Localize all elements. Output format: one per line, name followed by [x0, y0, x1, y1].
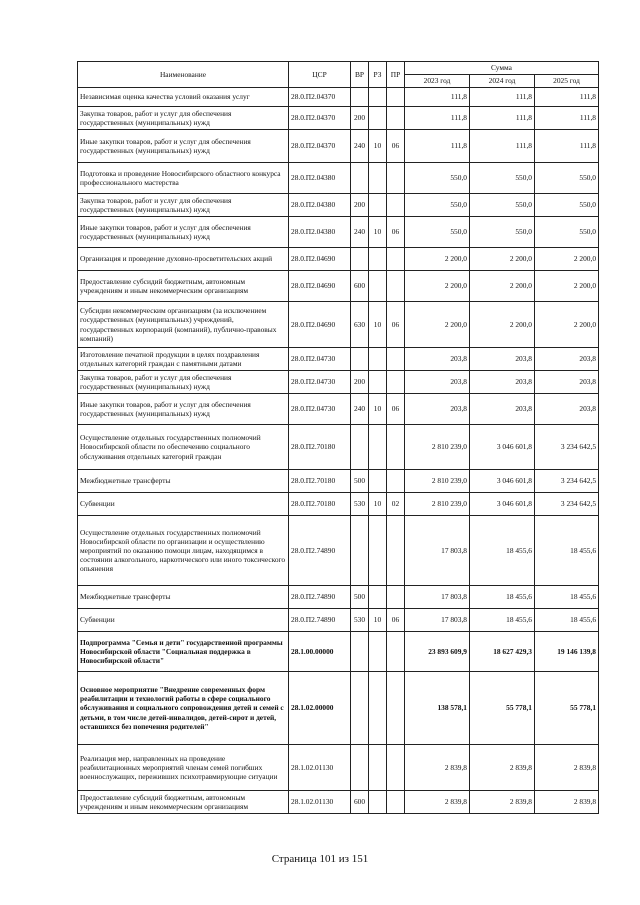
table-row	[78, 425, 599, 470]
row-vr: 530	[351, 609, 369, 632]
row-value-2024: 2 200,0	[470, 271, 535, 302]
table-row	[78, 194, 599, 217]
row-value-2023: 2 810 239,0	[405, 470, 470, 493]
row-name: Закупка товаров, работ и услуг для обеспечения государственных (муниципальных) нужд	[78, 194, 289, 217]
row-pr: 06	[387, 609, 405, 632]
row-vr: 530	[351, 493, 369, 516]
row-value-2025: 203,8	[535, 394, 599, 425]
row-rz	[369, 791, 387, 814]
row-csr: 28.1.02.00000	[289, 672, 351, 745]
row-csr: 28.1.02.01130	[289, 745, 351, 791]
row-rz	[369, 672, 387, 745]
row-csr: 28.0.П2.74890	[289, 586, 351, 609]
row-value-2023: 550,0	[405, 194, 470, 217]
header-name: Наименование	[78, 62, 289, 88]
row-value-2025: 111,8	[535, 107, 599, 130]
row-vr	[351, 425, 369, 470]
row-value-2025: 18 455,6	[535, 609, 599, 632]
row-value-2023: 2 839,8	[405, 791, 470, 814]
table-row	[78, 107, 599, 130]
row-value-2023: 23 893 609,9	[405, 632, 470, 672]
table-row	[78, 371, 599, 394]
row-value-2024: 550,0	[470, 194, 535, 217]
row-pr	[387, 516, 405, 586]
row-value-2025: 2 839,8	[535, 745, 599, 791]
row-value-2023: 2 839,8	[405, 745, 470, 791]
row-value-2025: 19 146 139,8	[535, 632, 599, 672]
row-name: Субсидии некоммерческим организациям (за исключением государственных (муниципальных) учреждений, государственных корпораций (компаний), публично-правовых компаний)	[78, 302, 289, 348]
page-number: Страница 101 из 151	[271, 853, 369, 865]
row-rz	[369, 194, 387, 217]
table-body	[78, 88, 599, 814]
row-value-2024: 3 046 601,8	[470, 470, 535, 493]
row-value-2024: 3 046 601,8	[470, 493, 535, 516]
row-csr: 28.0.П2.04690	[289, 248, 351, 271]
row-value-2025: 2 200,0	[535, 302, 599, 348]
row-csr: 28.0.П2.04690	[289, 302, 351, 348]
row-pr	[387, 745, 405, 791]
header-year-2024: 2024 год	[470, 75, 535, 88]
row-rz	[369, 470, 387, 493]
header-year-2025: 2025 год	[535, 75, 599, 88]
row-pr	[387, 425, 405, 470]
row-name: Предоставление субсидий бюджетным, автономным учреждениям и иным некоммерческим организациям	[78, 791, 289, 814]
row-csr: 28.0.П2.04370	[289, 130, 351, 163]
row-value-2024: 111,8	[470, 88, 535, 107]
row-rz: 10	[369, 302, 387, 348]
row-value-2023: 111,8	[405, 107, 470, 130]
row-value-2024: 55 778,1	[470, 672, 535, 745]
row-value-2023: 17 803,8	[405, 609, 470, 632]
row-pr	[387, 586, 405, 609]
row-value-2024: 203,8	[470, 394, 535, 425]
row-pr	[387, 371, 405, 394]
row-pr: 06	[387, 302, 405, 348]
row-value-2025: 2 839,8	[535, 791, 599, 814]
row-value-2025: 3 234 642,5	[535, 470, 599, 493]
header-sum: Сумма	[405, 62, 599, 75]
row-value-2024: 2 839,8	[470, 745, 535, 791]
row-pr	[387, 194, 405, 217]
table-row	[78, 163, 599, 194]
row-pr	[387, 348, 405, 371]
row-vr: 240	[351, 394, 369, 425]
table-row	[78, 493, 599, 516]
row-value-2023: 550,0	[405, 217, 470, 248]
table-row	[78, 88, 599, 107]
row-vr	[351, 348, 369, 371]
row-value-2025: 55 778,1	[535, 672, 599, 745]
row-name: Осуществление отдельных государственных полномочий Новосибирской области по обеспечению социального обслуживания отдельных категорий граждан	[78, 425, 289, 470]
row-rz	[369, 271, 387, 302]
row-name: Закупка товаров, работ и услуг для обеспечения государственных (муниципальных) нужд	[78, 107, 289, 130]
row-csr: 28.0.П2.70180	[289, 493, 351, 516]
row-vr: 200	[351, 107, 369, 130]
row-vr	[351, 672, 369, 745]
row-rz	[369, 248, 387, 271]
row-value-2025: 203,8	[535, 348, 599, 371]
row-csr: 28.0.П2.04730	[289, 371, 351, 394]
row-name: Подготовка и проведение Новосибирского областного конкурса профессионального мастерства	[78, 163, 289, 194]
row-value-2025: 550,0	[535, 217, 599, 248]
row-pr: 02	[387, 493, 405, 516]
row-rz	[369, 516, 387, 586]
row-name: Независимая оценка качества условий оказания услуг	[78, 88, 289, 107]
row-vr	[351, 248, 369, 271]
row-pr: 06	[387, 394, 405, 425]
row-value-2025: 18 455,6	[535, 586, 599, 609]
table-row	[78, 516, 599, 586]
row-rz	[369, 745, 387, 791]
row-vr: 500	[351, 586, 369, 609]
row-rz	[369, 163, 387, 194]
row-value-2025: 550,0	[535, 194, 599, 217]
table-row	[78, 470, 599, 493]
row-name: Изготовление печатной продукции в целях поздравления отдельных категорий граждан с памятными датами	[78, 348, 289, 371]
row-vr	[351, 632, 369, 672]
row-rz	[369, 107, 387, 130]
row-name: Иные закупки товаров, работ и услуг для обеспечения государственных (муниципальных) нужд	[78, 130, 289, 163]
row-value-2025: 2 200,0	[535, 271, 599, 302]
row-csr: 28.1.00.00000	[289, 632, 351, 672]
row-value-2024: 3 046 601,8	[470, 425, 535, 470]
row-name: Основное мероприятие "Внедрение современных форм реабилитации и технологий работы в сфере социального обслуживания и социального сопровождения детей и семей с детьми, в том числе детей-инвалидов, детей-сирот и детей, оставшихся без попечения родителей"	[78, 672, 289, 745]
row-value-2023: 2 200,0	[405, 271, 470, 302]
row-csr: 28.0.П2.74890	[289, 609, 351, 632]
row-value-2024: 111,8	[470, 107, 535, 130]
table-row	[78, 302, 599, 348]
budget-table	[77, 61, 599, 814]
row-csr: 28.0.П2.70180	[289, 470, 351, 493]
table-row	[78, 348, 599, 371]
table-row	[78, 217, 599, 248]
row-value-2025: 111,8	[535, 130, 599, 163]
row-vr: 500	[351, 470, 369, 493]
header-pr: ПР	[387, 62, 405, 88]
row-vr: 240	[351, 130, 369, 163]
row-value-2023: 2 200,0	[405, 302, 470, 348]
row-csr: 28.0.П2.04380	[289, 217, 351, 248]
row-value-2024: 18 455,6	[470, 586, 535, 609]
row-value-2023: 203,8	[405, 394, 470, 425]
row-pr	[387, 88, 405, 107]
row-value-2023: 203,8	[405, 371, 470, 394]
row-value-2024: 2 200,0	[470, 248, 535, 271]
row-value-2025: 3 234 642,5	[535, 425, 599, 470]
row-rz	[369, 632, 387, 672]
row-name: Иные закупки товаров, работ и услуг для обеспечения государственных (муниципальных) нужд	[78, 394, 289, 425]
row-vr: 240	[351, 217, 369, 248]
row-csr: 28.0.П2.04730	[289, 394, 351, 425]
row-csr: 28.0.П2.04370	[289, 107, 351, 130]
row-name: Подпрограмма "Семья и дети" государственной программы Новосибирской области "Социальная поддержка в Новосибирской области"	[78, 632, 289, 672]
row-name: Закупка товаров, работ и услуг для обеспечения государственных (муниципальных) нужд	[78, 371, 289, 394]
row-vr	[351, 516, 369, 586]
table-row	[78, 609, 599, 632]
row-value-2024: 203,8	[470, 348, 535, 371]
row-name: Межбюджетные трансферты	[78, 470, 289, 493]
row-pr: 06	[387, 130, 405, 163]
row-csr: 28.0.П2.04730	[289, 348, 351, 371]
row-rz: 10	[369, 493, 387, 516]
row-pr	[387, 791, 405, 814]
row-value-2025: 3 234 642,5	[535, 493, 599, 516]
row-pr	[387, 163, 405, 194]
row-pr	[387, 672, 405, 745]
row-csr: 28.0.П2.04380	[289, 194, 351, 217]
row-pr	[387, 107, 405, 130]
row-csr: 28.1.02.01130	[289, 791, 351, 814]
row-name: Предоставление субсидий бюджетным, автономным учреждениям и иным некоммерческим организациям	[78, 271, 289, 302]
row-value-2023: 2 810 239,0	[405, 425, 470, 470]
row-value-2024: 550,0	[470, 163, 535, 194]
row-value-2023: 2 200,0	[405, 248, 470, 271]
row-value-2023: 2 810 239,0	[405, 493, 470, 516]
row-rz	[369, 371, 387, 394]
row-value-2024: 111,8	[470, 130, 535, 163]
row-name: Иные закупки товаров, работ и услуг для обеспечения государственных (муниципальных) нужд	[78, 217, 289, 248]
row-value-2023: 111,8	[405, 130, 470, 163]
row-value-2024: 18 455,6	[470, 609, 535, 632]
row-name: Организация и проведение духовно-просветительских акций	[78, 248, 289, 271]
row-vr: 200	[351, 194, 369, 217]
row-name: Субвенции	[78, 493, 289, 516]
row-value-2023: 203,8	[405, 348, 470, 371]
row-csr: 28.0.П2.04380	[289, 163, 351, 194]
row-value-2025: 2 200,0	[535, 248, 599, 271]
row-rz: 10	[369, 130, 387, 163]
row-name: Межбюджетные трансферты	[78, 586, 289, 609]
row-vr	[351, 163, 369, 194]
row-value-2024: 2 200,0	[470, 302, 535, 348]
row-value-2023: 111,8	[405, 88, 470, 107]
row-value-2023: 17 803,8	[405, 516, 470, 586]
row-value-2024: 203,8	[470, 371, 535, 394]
row-rz	[369, 348, 387, 371]
row-rz	[369, 586, 387, 609]
row-vr: 600	[351, 271, 369, 302]
header-csr: ЦСР	[289, 62, 351, 88]
row-name: Субвенции	[78, 609, 289, 632]
row-pr	[387, 271, 405, 302]
table-row	[78, 394, 599, 425]
header-year-2023: 2023 год	[405, 75, 470, 88]
row-rz: 10	[369, 609, 387, 632]
table-row	[78, 248, 599, 271]
row-csr: 28.0.П2.04690	[289, 271, 351, 302]
table-row	[78, 745, 599, 791]
row-value-2025: 18 455,6	[535, 516, 599, 586]
row-value-2023: 550,0	[405, 163, 470, 194]
header-vr: ВР	[351, 62, 369, 88]
table-row	[78, 672, 599, 745]
table-row	[78, 130, 599, 163]
row-value-2024: 2 839,8	[470, 791, 535, 814]
table-row	[78, 791, 599, 814]
header-rz: РЗ	[369, 62, 387, 88]
row-value-2025: 203,8	[535, 371, 599, 394]
row-value-2025: 550,0	[535, 163, 599, 194]
table-row	[78, 586, 599, 609]
row-pr	[387, 248, 405, 271]
row-value-2024: 18 627 429,3	[470, 632, 535, 672]
row-pr: 06	[387, 217, 405, 248]
row-vr	[351, 88, 369, 107]
row-pr	[387, 632, 405, 672]
row-csr: 28.0.П2.04370	[289, 88, 351, 107]
row-name: Осуществление отдельных государственных полномочий Новосибирской области по организации и осуществлению мероприятий по оказанию помощи лицам, находящимся в состоянии алкогольного, наркотического или иного токсического опьянения	[78, 516, 289, 586]
row-vr	[351, 745, 369, 791]
row-vr: 600	[351, 791, 369, 814]
row-value-2025: 111,8	[535, 88, 599, 107]
row-value-2024: 18 455,6	[470, 516, 535, 586]
table-row	[78, 632, 599, 672]
row-csr: 28.0.П2.74890	[289, 516, 351, 586]
row-value-2023: 138 578,1	[405, 672, 470, 745]
row-rz: 10	[369, 394, 387, 425]
row-vr: 200	[351, 371, 369, 394]
row-rz	[369, 425, 387, 470]
row-name: Реализация мер, направленных на проведение реабилитационных мероприятий членам семей погибших военнослужащих, переживших психотравмирующие ситуации	[78, 745, 289, 791]
row-value-2024: 550,0	[470, 217, 535, 248]
row-csr: 28.0.П2.70180	[289, 425, 351, 470]
row-value-2023: 17 803,8	[405, 586, 470, 609]
row-pr	[387, 470, 405, 493]
table-row	[78, 271, 599, 302]
row-vr: 630	[351, 302, 369, 348]
row-rz	[369, 88, 387, 107]
row-rz: 10	[369, 217, 387, 248]
